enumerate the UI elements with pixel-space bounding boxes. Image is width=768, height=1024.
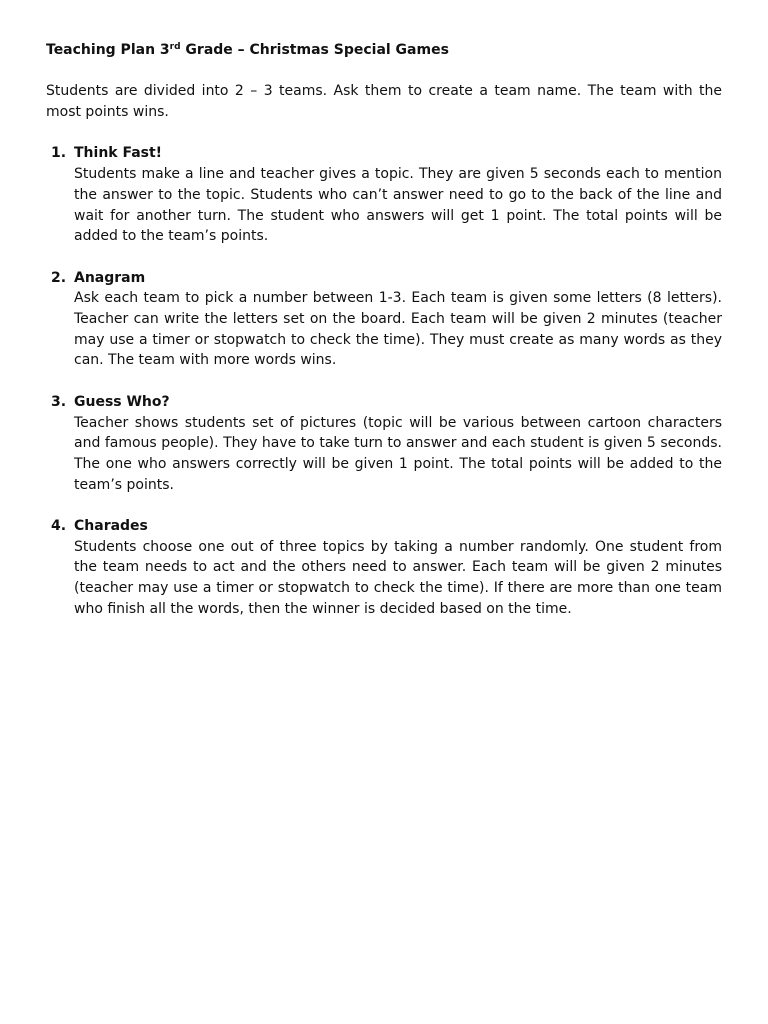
title-suffix: Grade – Christmas Special Games	[180, 42, 449, 58]
game-title: Think Fast!	[74, 145, 163, 162]
game-number: 1.	[51, 145, 67, 162]
title-superscript: rd	[169, 42, 181, 52]
intro-paragraph: Students are divided into 2 – 3 teams. Ask them to create a team name. The team with the most points wins.	[46, 83, 722, 120]
game-item-charades	[46, 516, 722, 620]
games-list	[46, 143, 722, 619]
game-description: Students make a line and teacher gives a topic. They are given 5 seconds each to mention the answer to the topic. Students who can’t answer need to go to the back of the line and wait for another turn. The student who answers will get 1 point. The total points will be added to the team’s points.	[74, 166, 722, 245]
game-number: 2.	[51, 269, 67, 286]
game-title: Charades	[74, 518, 148, 535]
document-page	[46, 40, 722, 640]
game-item-guess-who	[46, 392, 722, 496]
game-item-think-fast	[46, 143, 722, 247]
game-number: 3.	[51, 393, 67, 410]
title-prefix: Teaching Plan 3	[46, 42, 170, 58]
game-title: Anagram	[74, 269, 146, 286]
game-description: Teacher shows students set of pictures (topic will be various between cartoon characters and famous people). They have to take turn to answer and each student is given 5 seconds. The one who answers correctly will be given 1 point. The total points will be added to the team’s points.	[74, 414, 722, 493]
game-number: 4.	[51, 518, 67, 535]
game-description: Students choose one out of three topics by taking a number randomly. One student from the team needs to act and the others need to answer. Each team will be given 2 minutes (teacher may use a timer or stopwatch to check the time). If there are more than one team who finish all the words, then the winner is decided based on the time.	[74, 538, 722, 617]
document-title	[46, 40, 722, 60]
game-title: Guess Who?	[74, 393, 170, 410]
game-description: Ask each team to pick a number between 1-3. Each team is given some letters (8 letters). Teacher can write the letters set on the board. Each team will be given 2 minutes (teacher may use a timer or stopwatch to check the time). They must create as many words as they can. The team with more words wins.	[74, 290, 722, 369]
game-item-anagram	[46, 268, 722, 372]
